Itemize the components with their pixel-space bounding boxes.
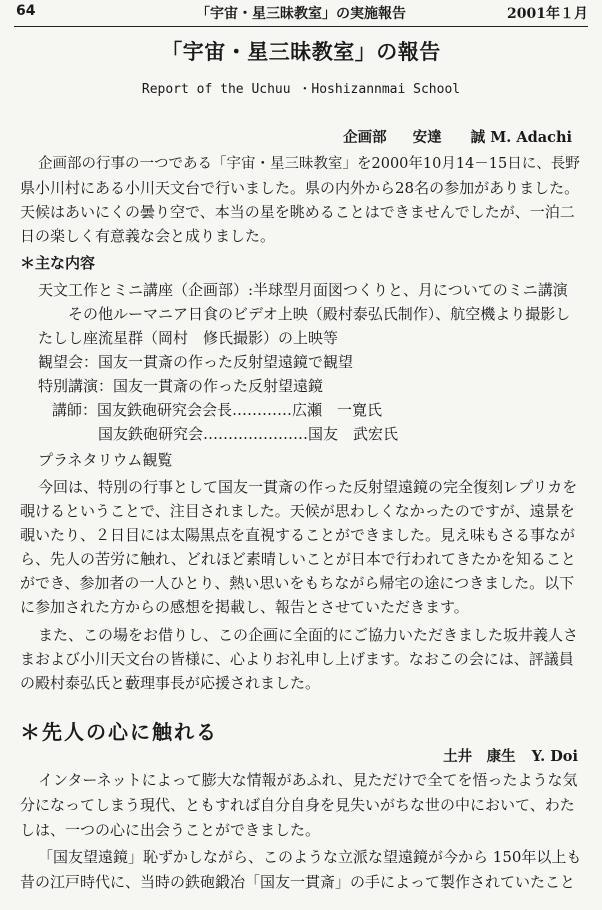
running-title: 「宇宙・星三昧教室」の実施報告 xyxy=(196,6,406,22)
body-line: その他ルーマニア日食のビデオ上映（殿村泰弘氏制作）、航空機より撮影し xyxy=(68,305,571,323)
body-line: 県小川村にある小川天文台で行いました。県の内外から28名の参加がありました。 xyxy=(20,179,580,197)
section-label: ＊主な内容 xyxy=(20,254,96,272)
body-line: また、この場をお借りし、この企画に全面的にご協力いただきました坂井義人さ xyxy=(38,626,579,644)
body-line: 今回は、特別の行事として国友一貫斎の作った反射望遠鏡の完全復刻レプリカを xyxy=(38,478,578,496)
author-name: 安達 誠 xyxy=(412,129,486,146)
body-line: まおよび小川天文台の皆様に、心よりお礼申し上げます。なおこの会には、評議員 xyxy=(20,650,574,668)
section-heading: ＊先人の心に触れる xyxy=(20,720,218,744)
author-romaji: M. Adachi xyxy=(490,129,572,146)
author-dept: 企画部 xyxy=(343,129,387,146)
body-line: 天候はあいにくの曇り空で、本当の星を眺めることはできませんでしたが、一泊二 xyxy=(20,203,575,221)
body-line: 覗けるということで、注目されました。天候が思わしくなかったのですが、遠景を xyxy=(20,502,575,520)
body-line: 国友鉄砲研究会…………………国友 武宏氏 xyxy=(98,425,399,443)
issue-date: 2001年１月 xyxy=(507,6,588,22)
body-line: 分になってしまう現代、ともすれば自分自身を見失いがちな世の中において、わた xyxy=(20,796,575,814)
body-line: 覗いたり、２日目には太陽黒点を直視することができました。見え味もさる事なが xyxy=(20,526,576,544)
body-line: インターネットによって膨大な情報があふれ、見ただけで全てを悟ったような気 xyxy=(38,771,578,789)
body-line: 昔の江戸時代に、当時の鉄砲鍛冶「国友一貫斎」の手によって製作されていたこと xyxy=(20,873,576,891)
section-author xyxy=(443,745,578,766)
page-number: 64 xyxy=(16,3,36,19)
body-line: ができ、参加者の一人ひとり、熱い思いをもちながら帰宅の途につきました。以下 xyxy=(20,574,575,592)
article-subtitle: Report of the Uchuu ・Hoshizannmai School xyxy=(141,82,461,97)
body-line: プラネタリウム観覧 xyxy=(38,451,173,469)
body-line: 天文工作とミニ講座（企画部）:半球型月面図つくりと、月についてのミニ講演 xyxy=(38,281,568,299)
body-line: ら、先人の苦労に触れ、どれほど素晴しいことが日本で行われてきたかを知ること xyxy=(20,550,576,568)
body-line: たしし座流星群（岡村 修氏撮影）の上映等 xyxy=(38,329,339,347)
body-line: に参加された方からの感想を掲載し、報告とさせていただきます。 xyxy=(20,598,469,616)
body-line: 企画部の行事の一つである「宇宙・星三昧教室」を2000年10月14－15日に、長野 xyxy=(38,156,580,172)
body-line: の殿村泰弘氏と藪理事長が応援されました。 xyxy=(20,674,321,692)
body-line: 観望会：国友一貫斎の作った反射望遠鏡で観望 xyxy=(38,353,354,371)
header-rule xyxy=(14,26,588,27)
running-header xyxy=(16,3,588,25)
author-name: 土井 康生 xyxy=(443,748,516,765)
article-title: 「宇宙・星三昧教室」の報告 xyxy=(161,39,441,64)
body-line: 「国友望遠鏡」恥ずかしながら、このような立派な望遠鏡が今から 150年以上も xyxy=(38,848,582,866)
article-author xyxy=(343,126,572,147)
body-line: しは、一つの心に出会うことができました。 xyxy=(20,821,321,839)
author-romaji: Y. Doi xyxy=(531,748,578,765)
body-line: 講師：国友鉄砲研究会会長…………広瀬 一寛氏 xyxy=(52,401,383,419)
body-line: 日の楽しく有意義な会と成りました。 xyxy=(20,227,276,245)
body-line: 特別講演：国友一貫斎の作った反射望遠鏡 xyxy=(38,377,324,395)
